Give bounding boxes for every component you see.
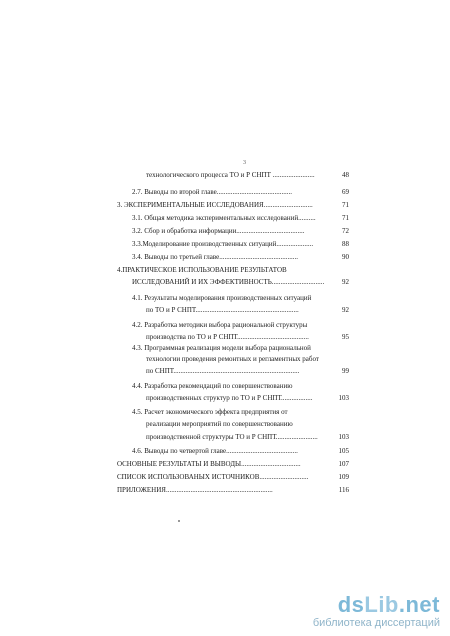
toc-entry-text: ПРИЛОЖЕНИЯ............................................................. [117,486,273,494]
toc-entry-text: 4.1. Результаты моделирования производственных ситуаций [132,294,312,302]
toc-entry-page: 92 [342,306,349,314]
toc-entry-text: ИССЛЕДОВАНИЙ И ИХ ЭФФЕКТИВНОСТЬ.............................. [132,278,325,286]
toc-entry-text: технологического процесса ТО и Р СНПТ ........................ [146,171,315,179]
toc-entry-page: 71 [342,214,349,222]
toc-entry-text: 4.5. Расчет экономического эффекта предприятия от [132,408,288,416]
toc-entry-text: 2.7. Выводы по второй главе........................................... [132,188,293,196]
toc-entry-page: 116 [338,486,349,494]
toc-entry-text: 3.4. Выводы по третьей главе............................................. [132,253,299,261]
toc-entry-page: 69 [342,188,349,196]
toc-entry-page: 95 [342,333,349,341]
toc-entry-page: 107 [338,460,349,468]
toc-entry-text: производственной структуры ТО и Р СНПТ........................ [146,433,318,441]
toc-entry-text: по ТО и Р СНПТ........................................................... [146,306,299,314]
toc-entry-page: 103 [338,433,349,441]
toc-entry-page: 48 [342,171,349,179]
toc-entry-text: 4.ПРАКТИЧЕСКОЕ ИСПОЛЬЗОВАНИЕ РЕЗУЛЬТАТОВ [117,266,287,274]
page-number: 3 [243,160,246,166]
toc-entry-page: 90 [342,253,349,261]
toc-entry-text: 4.3. Программная реализация модели выбора рациональной [132,344,311,352]
toc-entry-text: 4.4. Разработка рекомендаций по совершенствованию [132,382,293,390]
toc-entry-text: производственных структур по ТО и Р СНПТ.................. [146,394,313,402]
toc-entry-page: 105 [338,447,349,455]
dslib-logo: dsLib.net [337,592,440,617]
toc-entry-text: 3.1. Общая методика экспериментальных исследований.......... [132,214,316,222]
toc-entry-page: 72 [342,227,349,235]
toc-entry-text: 3.2. Сбор и обработка информации....................................... [132,227,305,235]
toc-entry-text: СПИСОК ИСПОЛЬЗОВАНЫХ ИСТОЧНИКОВ............................ [117,473,309,481]
toc-entry-text: технологии проведения ремонтных и регламентных работ [146,355,319,363]
toc-entry-page: 109 [338,473,349,481]
toc-entry-text: производства по ТО и Р СНПТ......................................... [146,333,309,341]
toc-entry-text: 3. ЭКСПЕРИМЕНТАЛЬНЫЕ ИССЛЕДОВАНИЯ............................ [117,201,313,209]
toc-entry-text: 3.3.Моделирование производственных ситуаций..................... [132,240,314,248]
toc-entry-page: 103 [338,394,349,402]
toc-entry-text: по СНПТ........................................................................ [146,367,300,375]
dslib-subtitle: библиотека диссертаций [312,617,440,629]
toc-entry-page: 71 [342,201,349,209]
toc-entry-text: реализации мероприятий по совершенствованию [146,420,293,428]
toc-entry-page: 99 [342,367,349,375]
toc-entry-page: 92 [342,278,349,286]
toc-entry-page: 88 [342,240,349,248]
dslib-watermark[interactable] [313,593,440,630]
toc-entry-text: 4.6. Выводы по четвертой главе......................................... [132,447,298,455]
scan-speck [178,520,180,522]
toc-entry-text: ОСНОВНЫЕ РЕЗУЛЬТАТЫ И ВЫВОДЫ.................................. [117,460,301,468]
toc-entry-text: 4.2. Разработка методики выбора рациональной структуры [132,321,308,329]
